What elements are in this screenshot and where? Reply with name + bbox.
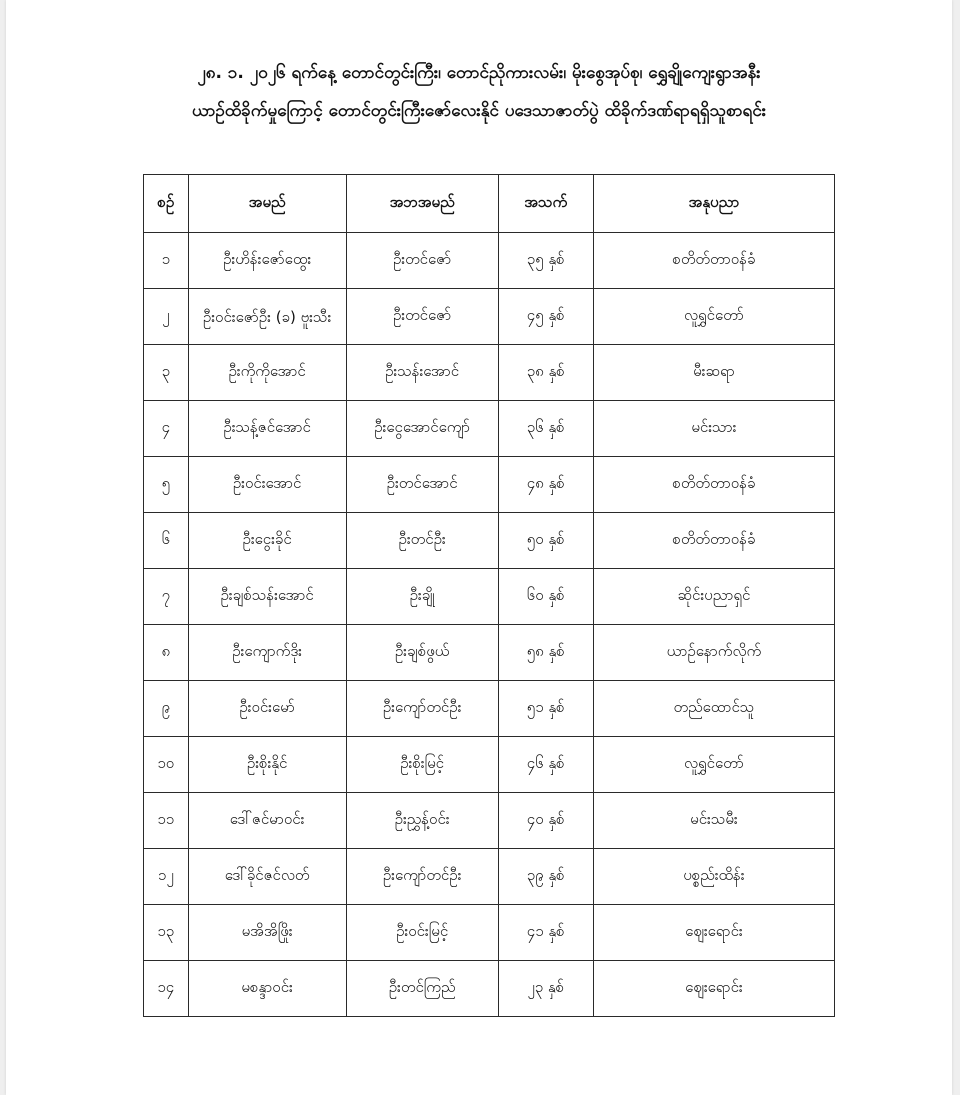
table-row	[144, 457, 835, 513]
cell-age: ၄၈ နှစ်	[498, 457, 593, 513]
cell-no: ၃	[144, 345, 189, 401]
cell-age: ၃၈ နှစ်	[498, 345, 593, 401]
cell-name: ဦးဟိန်းဇော်ထွေး	[188, 233, 346, 289]
cell-father-name: ဦးဝင်းမြင့်	[346, 905, 498, 961]
cell-art-role: စတိတ်တာဝန်ခံ	[593, 513, 834, 569]
cell-no: ၁၃	[144, 905, 189, 961]
table-row	[144, 569, 835, 625]
cell-no: ၈	[144, 625, 189, 681]
cell-name: ဦးငွေးခိုင်	[188, 513, 346, 569]
cell-age: ၃၅ နှစ်	[498, 233, 593, 289]
cell-name: ဦးဝင်းအောင်	[188, 457, 346, 513]
cell-name: ဒေါ်ခိုင်ဇင်လတ်	[188, 849, 346, 905]
injured-list-table	[143, 174, 835, 1017]
table-row	[144, 513, 835, 569]
cell-name: ဦးကျောက်ဒိုး	[188, 625, 346, 681]
cell-name: ဦးဝင်းဇော်ဦး (ခ) ဗူးသီး	[188, 289, 346, 345]
table-row	[144, 793, 835, 849]
cell-father-name: ဦးတင်အောင်	[346, 457, 498, 513]
cell-no: ၁	[144, 233, 189, 289]
cell-age: ၅၀ နှစ်	[498, 513, 593, 569]
cell-age: ၅၈ နှစ်	[498, 625, 593, 681]
cell-name: ဦးချစ်သန်းအောင်	[188, 569, 346, 625]
cell-age: ၅၁ နှစ်	[498, 681, 593, 737]
document-page	[6, 0, 952, 1095]
cell-no: ၅	[144, 457, 189, 513]
cell-age: ၆၀ နှစ်	[498, 569, 593, 625]
cell-father-name: ဦးတင်ဇော်	[346, 233, 498, 289]
cell-father-name: ဦးတင်ဦး	[346, 513, 498, 569]
table-row	[144, 849, 835, 905]
cell-art-role: လူရွှင်တော်	[593, 289, 834, 345]
cell-name: ဦးစိုးနိုင်	[188, 737, 346, 793]
cell-art-role: စတိတ်တာဝန်ခံ	[593, 457, 834, 513]
cell-age: ၄၁ နှစ်	[498, 905, 593, 961]
table-row	[144, 961, 835, 1017]
cell-father-name: ဦးသန်းအောင်	[346, 345, 498, 401]
cell-father-name: ဦးတင်ကြည်	[346, 961, 498, 1017]
cell-art-role: မင်းသား	[593, 401, 834, 457]
cell-name: ဦးသန့်ဇင်အောင်	[188, 401, 346, 457]
cell-no: ၁၂	[144, 849, 189, 905]
cell-father-name: ဦးကျော်တင်ဦး	[346, 681, 498, 737]
cell-father-name: ဦးချို	[346, 569, 498, 625]
cell-no: ၁၄	[144, 961, 189, 1017]
cell-art-role: မင်းသမီး	[593, 793, 834, 849]
header-art-role: အနုပညာ	[593, 175, 834, 233]
cell-name: မစန္ဒာဝင်း	[188, 961, 346, 1017]
cell-name: ဒေါ်ဇင်မာဝင်း	[188, 793, 346, 849]
cell-no: ၄	[144, 401, 189, 457]
cell-father-name: ဦးငွေအောင်ကျော်	[346, 401, 498, 457]
cell-father-name: ဦးချစ်ဖွယ်	[346, 625, 498, 681]
header-name: အမည်	[188, 175, 346, 233]
cell-father-name: ဦးညွှန့်ဝင်း	[346, 793, 498, 849]
document-title-line-1: ၂၈. ၁. ၂၀၂၆ ရက်နေ့ တောင်တွင်းကြီး၊ တောင်ညိုကားလမ်း၊ မိုးစွေအုပ်စု၊ ရွှေချိုကျေးရွာအနီး	[197, 63, 761, 83]
cell-no: ၂	[144, 289, 189, 345]
header-father-name: အဘအမည်	[346, 175, 498, 233]
cell-art-role: ယာဉ်နောက်လိုက်	[593, 625, 834, 681]
cell-age: ၂၃ နှစ်	[498, 961, 593, 1017]
table-row	[144, 905, 835, 961]
cell-art-role: ပစ္စည်းထိန်း	[593, 849, 834, 905]
cell-father-name: ဦးကျော်တင်ဦး	[346, 849, 498, 905]
table-row	[144, 625, 835, 681]
cell-art-role: ဈေးရောင်း	[593, 961, 834, 1017]
cell-no: ၉	[144, 681, 189, 737]
table-header-row	[144, 175, 835, 233]
cell-age: ၃၆ နှစ်	[498, 401, 593, 457]
table-row	[144, 233, 835, 289]
cell-age: ၄၆ နှစ်	[498, 737, 593, 793]
cell-no: ၇	[144, 569, 189, 625]
table-row	[144, 289, 835, 345]
cell-name: ဦးကိုကိုအောင်	[188, 345, 346, 401]
cell-art-role: မီးဆရာ	[593, 345, 834, 401]
cell-age: ၄၀ နှစ်	[498, 793, 593, 849]
header-no: စဉ်	[144, 175, 189, 233]
cell-art-role: တည်ထောင်သူ	[593, 681, 834, 737]
table-row	[144, 345, 835, 401]
cell-no: ၆	[144, 513, 189, 569]
cell-art-role: စတိတ်တာဝန်ခံ	[593, 233, 834, 289]
header-age: အသက်	[498, 175, 593, 233]
cell-name: ဦးဝင်းမော်	[188, 681, 346, 737]
cell-art-role: ဆိုင်းပညာရှင်	[593, 569, 834, 625]
cell-father-name: ဦးစိုးမြင့်	[346, 737, 498, 793]
cell-father-name: ဦးတင်ဇော်	[346, 289, 498, 345]
cell-age: ၄၅ နှစ်	[498, 289, 593, 345]
table-row	[144, 401, 835, 457]
cell-no: ၁၀	[144, 737, 189, 793]
cell-name: မအိအိဖြိုး	[188, 905, 346, 961]
cell-art-role: လူရွှင်တော်	[593, 737, 834, 793]
document-title-line-2: ယာဉ်ထိခိုက်မှုကြောင့် တောင်တွင်းကြီးဇော်လေးနိုင် ပဒေသာဇာတ်ပွဲ ထိခိုက်ဒဏ်ရာရရှိသူစာရင်း	[191, 101, 767, 121]
cell-art-role: ဈေးရောင်း	[593, 905, 834, 961]
table-row	[144, 681, 835, 737]
cell-no: ၁၁	[144, 793, 189, 849]
table-row	[144, 737, 835, 793]
cell-age: ၃၉ နှစ်	[498, 849, 593, 905]
